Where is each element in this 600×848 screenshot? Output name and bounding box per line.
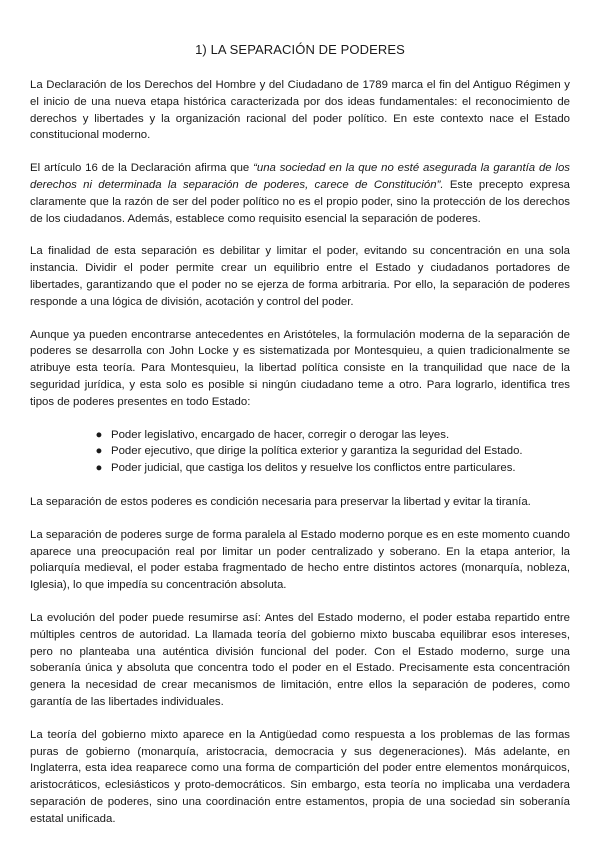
bullet-icon: ● [95, 445, 103, 458]
paragraph-condicion: La separación de estos poderes es condición necesaria para preservar la libertad y evitar la tiranía. [30, 495, 531, 508]
bullet-icon: ● [95, 428, 103, 441]
list-item-text: Poder legislativo, encargado de hacer, corregir o derogar las leyes. [111, 428, 450, 441]
article-quote: “una sociedad en la que no esté asegurada la garantía de los derechos ni determinada la separación de poderes, carece de Constitución”. [30, 162, 570, 191]
paragraph-gobierno-mixto: La teoría del gobierno mixto aparece en la Antigüedad como respuesta a los problemas de las formas puras de gobierno (monarquía, aristocracia, democracia y sus degeneraciones). Más adelante, en Inglaterra, esta idea reaparece como una forma de compartición del poder entre elementos monárquicos, aristocráticos, eclesiásticos y proto-democráticos. Sin embargo, esta teoría no implicaba una verdadera separación de poderes, sino una coordinación entre estamentos, propia de una sociedad sin soberanía estatal unificada. [30, 728, 570, 825]
paragraph-finalidad: La finalidad de esta separación es debilitar y limitar el poder, evitando su concentración en una sola instancia. Dividir el poder permite crear un equilibrio entre el Estado y ciudadanos portadores de libertades, garantizando que el poder no se ejerza de forma arbitraria. Por ello, la separación de poderes responde a una lógica de división, acotación y control del poder. [30, 245, 570, 308]
list-item [95, 460, 570, 477]
list-item-text: Poder judicial, que castiga los delitos y resuelve los conflictos entre particulares. [111, 462, 516, 475]
paragraph-evolucion: La evolución del poder puede resumirse así: Antes del Estado moderno, el poder estaba repartido entre múltiples centros de autoridad. La llamada teoría del gobierno mixto buscaba equilibrar esos intereses, pero no planteaba una auténtica división funcional del poder. Con el Estado moderno, surge una soberanía única y absoluta que concentra todo el poder en el Estado. Precisamente esta concentración genera la necesidad de crear mecanismos de limitación, entre ellos la separación de poderes, como garantía de las libertades individuales. [30, 611, 570, 708]
paragraph-estado-moderno: La separación de poderes surge de forma paralela al Estado moderno porque es en este momento cuando aparece una preocupación real por limitar un poder centralizado y soberano. En la etapa anterior, la poliarquía medieval, el poder estaba fragmentado de hecho entre distintos actores (monarquía, nobleza, Iglesia), lo que impedía su concentración absoluta. [30, 528, 570, 592]
paragraph-text: Este precepto expresa claramente que la razón de ser del poder político no es el propio poder, sino la protección de los derechos de los ciudadanos. Además, establece como requisito esencial la separación de poderes. [30, 178, 570, 225]
paragraph-declaracion: La Declaración de los Derechos del Hombre y del Ciudadano de 1789 marca el fin del Antiguo Régimen y el inicio de una nueva etapa histórica caracterizada por dos ideas fundamentales: el reconocimiento de derechos y libertades y la organización racional del poder político. En este contexto nace el Estado constitucional moderno. [30, 79, 570, 142]
list-item [95, 427, 570, 444]
powers-list [30, 427, 570, 477]
bullet-icon: ● [95, 462, 103, 475]
paragraph-montesquieu: Aunque ya pueden encontrarse antecedentes en Aristóteles, la formulación moderna de la separación de poderes se desarrolla con John Locke y es sistematizada por Montesquieu, a quien tradicionalmente se atribuye esta teoría. Para Montesquieu, la libertad política consiste en la tranquilidad que nace de la seguridad jurídica, y esta solo es posible si ningún ciudadano teme a otro. Para lograrlo, identifica tres tipos de poderes presentes en todo Estado: [30, 328, 570, 408]
list-item-text: Poder ejecutivo, que dirige la política exterior y garantiza la seguridad del Estado. [111, 445, 523, 458]
paragraph-articulo-16 [30, 160, 570, 227]
paragraph-text: El artículo 16 de la Declaración afirma que [30, 162, 254, 175]
list-item [95, 443, 570, 460]
page-title: 1) LA SEPARACIÓN DE PODERES [195, 42, 405, 57]
